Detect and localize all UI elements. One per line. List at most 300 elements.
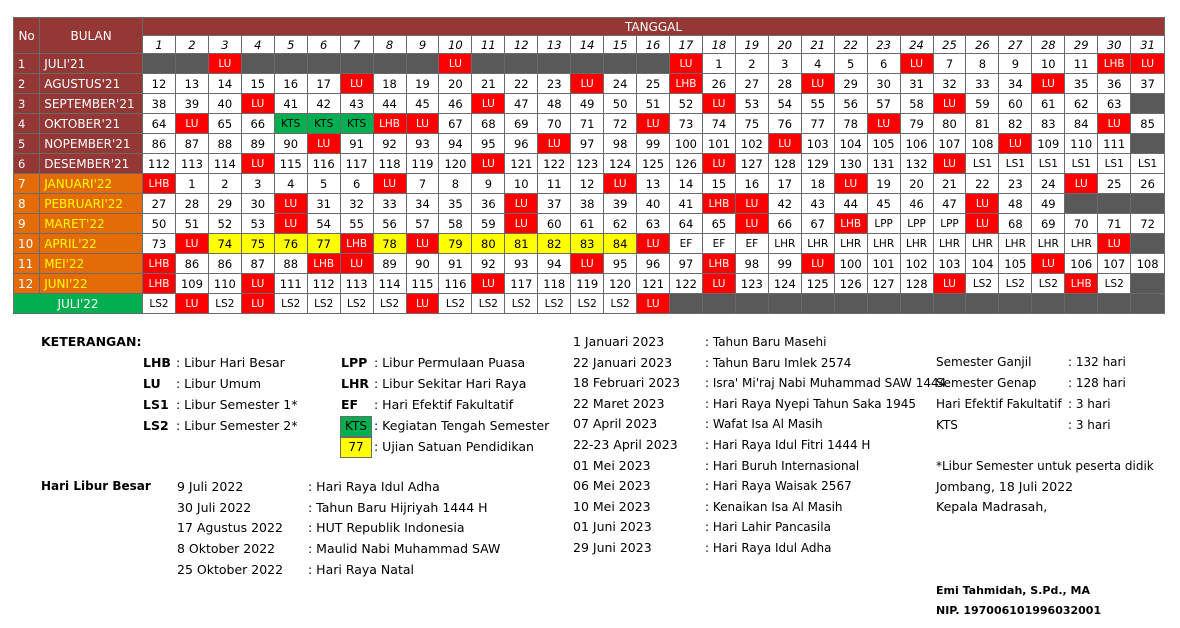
day-cell: 128 bbox=[768, 154, 801, 174]
day-cell: 2 bbox=[735, 54, 768, 74]
summary-label: Semester Genap bbox=[936, 376, 1037, 390]
day-cell bbox=[505, 54, 538, 74]
day-cell: 33 bbox=[373, 194, 406, 214]
day-cell: 76 bbox=[768, 114, 801, 134]
day-cell: 27 bbox=[735, 74, 768, 94]
day-cell: 19 bbox=[867, 174, 900, 194]
day-cell: LS2 bbox=[208, 294, 241, 314]
day-cell: LU bbox=[834, 174, 867, 194]
day-cell bbox=[867, 294, 900, 314]
day-number-row bbox=[14, 36, 1165, 54]
day-cell: 33 bbox=[966, 74, 999, 94]
day-cell: 11 bbox=[538, 174, 571, 194]
day-cell: 60 bbox=[999, 94, 1032, 114]
day-cell: 103 bbox=[801, 134, 834, 154]
day-cell: 12 bbox=[571, 174, 604, 194]
holiday-2023-desc: : Hari Buruh Internasional bbox=[705, 458, 860, 473]
day-cell: 52 bbox=[208, 214, 241, 234]
day-cell bbox=[340, 54, 373, 74]
day-cell: LS2 bbox=[1098, 274, 1131, 294]
day-cell: 53 bbox=[735, 94, 768, 114]
day-cell: LS2 bbox=[571, 294, 604, 314]
day-cell: 13 bbox=[175, 74, 208, 94]
day-cell: 90 bbox=[274, 134, 307, 154]
day-cell: LU bbox=[406, 234, 439, 254]
day-cell: 40 bbox=[637, 194, 670, 214]
day-cell: 73 bbox=[143, 234, 176, 254]
day-cell: 127 bbox=[735, 154, 768, 174]
month-label: JULI'21 bbox=[40, 54, 143, 74]
day-cell: 106 bbox=[1065, 254, 1098, 274]
holiday-desc: : HUT Republik Indonesia bbox=[308, 520, 465, 536]
day-cell: 4 bbox=[274, 174, 307, 194]
row-number: 2 bbox=[14, 74, 40, 94]
month-label: JANUARI'22 bbox=[40, 174, 143, 194]
holiday-2023-date: 22-23 April 2023 bbox=[573, 437, 678, 452]
day-cell: LU bbox=[768, 134, 801, 154]
day-cell: LU bbox=[241, 274, 274, 294]
day-cell: 59 bbox=[472, 214, 505, 234]
day-cell: LU bbox=[1032, 74, 1065, 94]
day-cell: 78 bbox=[834, 114, 867, 134]
holiday-2023-desc: : Tahun Baru Imlek 2574 bbox=[705, 355, 852, 370]
holiday-2023-desc: : Hari Lahir Pancasila bbox=[705, 520, 831, 535]
day-cell: 116 bbox=[439, 274, 472, 294]
day-header: 13 bbox=[538, 36, 571, 54]
summary-value: : 3 hari bbox=[1068, 418, 1111, 432]
day-cell: 56 bbox=[373, 214, 406, 234]
calendar-body bbox=[14, 54, 1165, 314]
day-cell: LS2 bbox=[604, 294, 637, 314]
day-cell: 58 bbox=[439, 214, 472, 234]
summary-label: Hari Efektif Fakultatif bbox=[936, 397, 1062, 411]
day-cell: LS1 bbox=[1098, 154, 1131, 174]
day-cell: 60 bbox=[538, 214, 571, 234]
day-cell: LS2 bbox=[340, 294, 373, 314]
month-row bbox=[14, 114, 1165, 134]
day-cell: LU bbox=[505, 214, 538, 234]
day-cell: 34 bbox=[406, 194, 439, 214]
day-cell: LU bbox=[637, 234, 670, 254]
day-cell bbox=[274, 54, 307, 74]
day-cell: LU bbox=[933, 154, 966, 174]
day-cell: 75 bbox=[735, 114, 768, 134]
month-label: MARET'22 bbox=[40, 214, 143, 234]
summary-value: : 128 hari bbox=[1068, 376, 1126, 390]
day-cell: 107 bbox=[933, 134, 966, 154]
day-cell: 16 bbox=[274, 74, 307, 94]
day-cell: 54 bbox=[768, 94, 801, 114]
day-header: 3 bbox=[208, 36, 241, 54]
day-cell: 111 bbox=[274, 274, 307, 294]
day-cell: 124 bbox=[604, 154, 637, 174]
day-cell: LU bbox=[670, 54, 703, 74]
legend-code-ls2: LS2 bbox=[143, 418, 169, 433]
day-cell: 124 bbox=[768, 274, 801, 294]
day-cell: EF bbox=[735, 234, 768, 254]
day-cell: LHR bbox=[768, 234, 801, 254]
day-cell bbox=[1131, 234, 1165, 254]
day-cell: KTS bbox=[274, 114, 307, 134]
day-cell: LPP bbox=[900, 214, 933, 234]
holiday-2023-desc: : Tahun Baru Masehi bbox=[705, 335, 827, 349]
day-cell: 96 bbox=[505, 134, 538, 154]
row-number: 11 bbox=[14, 254, 40, 274]
day-cell: LU bbox=[406, 294, 439, 314]
day-cell: 8 bbox=[439, 174, 472, 194]
day-cell bbox=[900, 294, 933, 314]
day-cell: 9 bbox=[999, 54, 1032, 74]
day-cell: 104 bbox=[834, 134, 867, 154]
holiday-2023-desc: : Hari Raya Nyepi Tahun Saka 1945 bbox=[705, 396, 916, 411]
day-cell: 90 bbox=[406, 254, 439, 274]
day-cell: 102 bbox=[735, 134, 768, 154]
day-cell: 22 bbox=[966, 174, 999, 194]
day-cell: LU bbox=[933, 274, 966, 294]
month-label: JUNI'22 bbox=[40, 274, 143, 294]
day-cell: 87 bbox=[175, 134, 208, 154]
day-cell: LHB bbox=[143, 274, 176, 294]
month-row bbox=[14, 94, 1165, 114]
row-number: 6 bbox=[14, 154, 40, 174]
legend-desc-ls2: : Libur Semester 2* bbox=[176, 418, 298, 433]
day-cell: 114 bbox=[208, 154, 241, 174]
day-header: 19 bbox=[735, 36, 768, 54]
holiday-date: 30 Juli 2022 bbox=[177, 499, 252, 515]
day-cell: 105 bbox=[867, 134, 900, 154]
row-number: 5 bbox=[14, 134, 40, 154]
day-cell: 2 bbox=[208, 174, 241, 194]
summary-label: Semester Ganjil bbox=[936, 355, 1032, 369]
month-label: MEI'22 bbox=[40, 254, 143, 274]
day-cell: 99 bbox=[637, 134, 670, 154]
day-cell bbox=[999, 294, 1032, 314]
month-row bbox=[14, 274, 1165, 294]
day-cell: 81 bbox=[966, 114, 999, 134]
day-cell: LHR bbox=[900, 234, 933, 254]
signer-name: Emi Tahmidah, S.Pd., MA bbox=[936, 584, 1090, 597]
day-cell: 102 bbox=[900, 254, 933, 274]
day-cell: LU bbox=[637, 294, 670, 314]
day-cell: LU bbox=[208, 54, 241, 74]
day-cell: 58 bbox=[900, 94, 933, 114]
day-cell: 37 bbox=[538, 194, 571, 214]
day-cell: 118 bbox=[373, 154, 406, 174]
day-header: 1 bbox=[143, 36, 176, 54]
day-cell: 84 bbox=[604, 234, 637, 254]
day-header: 11 bbox=[472, 36, 505, 54]
day-header: 10 bbox=[439, 36, 472, 54]
row-number: 1 bbox=[14, 54, 40, 74]
day-cell: 106 bbox=[900, 134, 933, 154]
day-cell: 110 bbox=[1065, 134, 1098, 154]
holiday-desc: : Maulid Nabi Muhammad SAW bbox=[308, 541, 501, 557]
day-cell: 80 bbox=[933, 114, 966, 134]
day-cell: 4 bbox=[801, 54, 834, 74]
day-header: 22 bbox=[834, 36, 867, 54]
day-cell: LU bbox=[1098, 234, 1131, 254]
day-cell: 105 bbox=[999, 254, 1032, 274]
day-cell: 56 bbox=[834, 94, 867, 114]
day-cell: 27 bbox=[143, 194, 176, 214]
day-cell: 73 bbox=[670, 114, 703, 134]
day-cell bbox=[768, 294, 801, 314]
day-cell: 65 bbox=[702, 214, 735, 234]
day-cell: 44 bbox=[373, 94, 406, 114]
day-cell: LS2 bbox=[472, 294, 505, 314]
row-number: 7 bbox=[14, 174, 40, 194]
day-cell: 81 bbox=[505, 234, 538, 254]
day-header: 28 bbox=[1032, 36, 1065, 54]
holiday-date: 9 Juli 2022 bbox=[177, 479, 244, 494]
day-cell: 48 bbox=[999, 194, 1032, 214]
day-cell: LU bbox=[966, 214, 999, 234]
day-cell: 67 bbox=[801, 214, 834, 234]
day-cell: 129 bbox=[801, 154, 834, 174]
day-cell: 91 bbox=[439, 254, 472, 274]
day-header: 20 bbox=[768, 36, 801, 54]
day-cell: 15 bbox=[241, 74, 274, 94]
day-cell: 93 bbox=[406, 134, 439, 154]
day-cell: 10 bbox=[505, 174, 538, 194]
day-cell: LHB bbox=[307, 254, 340, 274]
day-cell bbox=[472, 54, 505, 74]
day-cell: 21 bbox=[933, 174, 966, 194]
header-bulan: BULAN bbox=[40, 18, 143, 54]
day-header: 24 bbox=[900, 36, 933, 54]
day-cell: LU bbox=[966, 194, 999, 214]
day-cell: LU bbox=[406, 114, 439, 134]
day-cell: 92 bbox=[472, 254, 505, 274]
day-cell: LHR bbox=[1032, 234, 1065, 254]
day-cell: 66 bbox=[241, 114, 274, 134]
day-cell: 45 bbox=[406, 94, 439, 114]
day-cell: 131 bbox=[867, 154, 900, 174]
day-cell: 82 bbox=[538, 234, 571, 254]
day-cell: 72 bbox=[604, 114, 637, 134]
day-header: 14 bbox=[571, 36, 604, 54]
day-cell: 63 bbox=[1098, 94, 1131, 114]
day-cell: 41 bbox=[670, 194, 703, 214]
row-number: 3 bbox=[14, 94, 40, 114]
day-cell: 83 bbox=[1032, 114, 1065, 134]
day-cell: LHB bbox=[143, 254, 176, 274]
day-cell: 118 bbox=[538, 274, 571, 294]
day-header: 27 bbox=[999, 36, 1032, 54]
holiday-desc: : Hari Raya Natal bbox=[308, 561, 414, 577]
day-cell: 132 bbox=[900, 154, 933, 174]
day-cell: 57 bbox=[867, 94, 900, 114]
day-header: 18 bbox=[702, 36, 735, 54]
day-cell: 32 bbox=[933, 74, 966, 94]
day-cell: 116 bbox=[307, 154, 340, 174]
day-cell: 50 bbox=[604, 94, 637, 114]
holiday-2023-date: 06 Mei 2023 bbox=[573, 478, 651, 494]
day-cell: 100 bbox=[834, 254, 867, 274]
row-number: 12 bbox=[14, 274, 40, 294]
day-header: 9 bbox=[406, 36, 439, 54]
day-cell: 32 bbox=[340, 194, 373, 214]
row-number: 4 bbox=[14, 114, 40, 134]
day-cell: 59 bbox=[966, 94, 999, 114]
holiday-2023-desc: : Hari Raya Idul Fitri 1444 H bbox=[705, 438, 871, 452]
day-cell: 49 bbox=[571, 94, 604, 114]
day-cell: 77 bbox=[307, 234, 340, 254]
day-cell: 13 bbox=[637, 174, 670, 194]
day-cell: 11 bbox=[1065, 54, 1098, 74]
day-cell: LS2 bbox=[373, 294, 406, 314]
day-cell: LU bbox=[900, 54, 933, 74]
holiday-date: 8 Oktober 2022 bbox=[177, 541, 276, 557]
legend-code-lhb: LHB bbox=[143, 355, 171, 370]
day-cell: LHR bbox=[801, 234, 834, 254]
day-cell: LU bbox=[505, 194, 538, 214]
day-cell: LU bbox=[373, 174, 406, 194]
day-cell bbox=[373, 54, 406, 74]
day-cell: 86 bbox=[143, 134, 176, 154]
day-cell: LU bbox=[702, 154, 735, 174]
day-cell: LU bbox=[274, 194, 307, 214]
day-cell bbox=[1098, 194, 1131, 214]
month-label: PEBRUARI'22 bbox=[40, 194, 143, 214]
day-cell: 40 bbox=[208, 94, 241, 114]
holiday-2023-date: 1 Januari 2023 bbox=[573, 334, 665, 349]
day-cell: 62 bbox=[604, 214, 637, 234]
header-no: No bbox=[14, 18, 40, 54]
day-cell bbox=[1131, 274, 1165, 294]
day-cell bbox=[1065, 194, 1098, 214]
kts-swatch: KTS bbox=[340, 416, 372, 437]
day-cell bbox=[538, 54, 571, 74]
day-cell: LHR bbox=[933, 234, 966, 254]
day-cell: 16 bbox=[735, 174, 768, 194]
day-cell: 120 bbox=[439, 154, 472, 174]
day-cell: 36 bbox=[1098, 74, 1131, 94]
day-cell: LU bbox=[307, 134, 340, 154]
day-cell bbox=[670, 294, 703, 314]
day-cell: LS2 bbox=[307, 294, 340, 314]
legend-code-ls1: LS1 bbox=[143, 397, 169, 412]
day-cell: 65 bbox=[208, 114, 241, 134]
day-cell: 42 bbox=[768, 194, 801, 214]
day-cell bbox=[1065, 294, 1098, 314]
place-date: Jombang, 18 Juli 2022 bbox=[936, 479, 1074, 494]
day-cell: 110 bbox=[208, 274, 241, 294]
day-cell: 128 bbox=[900, 274, 933, 294]
day-cell: 39 bbox=[175, 94, 208, 114]
day-cell: 74 bbox=[208, 234, 241, 254]
day-cell: 99 bbox=[768, 254, 801, 274]
day-cell: 34 bbox=[999, 74, 1032, 94]
day-cell: 86 bbox=[208, 254, 241, 274]
day-cell: 51 bbox=[175, 214, 208, 234]
day-cell: 3 bbox=[241, 174, 274, 194]
day-header: 2 bbox=[175, 36, 208, 54]
day-cell: 68 bbox=[472, 114, 505, 134]
day-cell: 52 bbox=[670, 94, 703, 114]
day-cell: 42 bbox=[307, 94, 340, 114]
day-cell: 37 bbox=[1131, 74, 1165, 94]
day-cell: 20 bbox=[900, 174, 933, 194]
legend-desc-kts: : Kegiatan Tengah Semester bbox=[374, 418, 550, 433]
day-cell: LS2 bbox=[274, 294, 307, 314]
day-header: 26 bbox=[966, 36, 999, 54]
day-cell: 43 bbox=[801, 194, 834, 214]
month-label: JULI'22 bbox=[14, 294, 143, 314]
day-cell: 87 bbox=[241, 254, 274, 274]
day-cell: 26 bbox=[1131, 174, 1165, 194]
day-cell bbox=[637, 54, 670, 74]
day-cell: LU bbox=[175, 294, 208, 314]
day-cell: KTS bbox=[340, 114, 373, 134]
day-cell: LS1 bbox=[999, 154, 1032, 174]
day-cell: 123 bbox=[571, 154, 604, 174]
day-cell: 55 bbox=[340, 214, 373, 234]
hari-libur-besar-title: Hari Libur Besar bbox=[41, 479, 151, 493]
day-cell: 71 bbox=[1098, 214, 1131, 234]
row-number: 8 bbox=[14, 194, 40, 214]
day-cell: 119 bbox=[571, 274, 604, 294]
day-cell: 120 bbox=[604, 274, 637, 294]
day-cell: LHB bbox=[702, 254, 735, 274]
day-cell: 18 bbox=[801, 174, 834, 194]
day-cell: 46 bbox=[900, 194, 933, 214]
day-cell: 20 bbox=[439, 74, 472, 94]
day-cell: 12 bbox=[143, 74, 176, 94]
day-cell: 30 bbox=[241, 194, 274, 214]
day-cell: LU bbox=[175, 234, 208, 254]
day-cell: 8 bbox=[966, 54, 999, 74]
day-cell: 70 bbox=[1065, 214, 1098, 234]
day-cell: 121 bbox=[505, 154, 538, 174]
day-cell: 88 bbox=[274, 254, 307, 274]
day-cell: 28 bbox=[175, 194, 208, 214]
holiday-2023-date: 01 Mei 2023 bbox=[573, 457, 651, 473]
day-cell: 64 bbox=[670, 214, 703, 234]
day-cell: LU bbox=[241, 154, 274, 174]
day-cell: LHB bbox=[1098, 54, 1131, 74]
day-cell: 28 bbox=[768, 74, 801, 94]
day-cell bbox=[1131, 94, 1165, 114]
day-cell bbox=[801, 294, 834, 314]
day-cell: 76 bbox=[274, 234, 307, 254]
day-cell: LU bbox=[933, 94, 966, 114]
day-cell: LS1 bbox=[1032, 154, 1065, 174]
day-cell: 103 bbox=[933, 254, 966, 274]
row-number: 10 bbox=[14, 234, 40, 254]
day-cell: LPP bbox=[933, 214, 966, 234]
day-cell: 96 bbox=[637, 254, 670, 274]
day-cell: 88 bbox=[208, 134, 241, 154]
day-cell bbox=[241, 54, 274, 74]
day-cell: LHB bbox=[702, 194, 735, 214]
day-cell: LS1 bbox=[966, 154, 999, 174]
day-cell: 95 bbox=[472, 134, 505, 154]
day-cell bbox=[1098, 294, 1131, 314]
day-cell: 14 bbox=[670, 174, 703, 194]
day-cell: 69 bbox=[1032, 214, 1065, 234]
day-cell: 109 bbox=[1032, 134, 1065, 154]
day-cell: 47 bbox=[933, 194, 966, 214]
position-title: Kepala Madrasah, bbox=[936, 499, 1048, 514]
day-cell: LHR bbox=[966, 234, 999, 254]
day-cell: 77 bbox=[801, 114, 834, 134]
holiday-2023-desc: : Kenaikan Isa Al Masih bbox=[705, 499, 843, 514]
month-row bbox=[14, 234, 1165, 254]
day-cell: 130 bbox=[834, 154, 867, 174]
day-cell: 97 bbox=[670, 254, 703, 274]
day-cell: 83 bbox=[571, 234, 604, 254]
